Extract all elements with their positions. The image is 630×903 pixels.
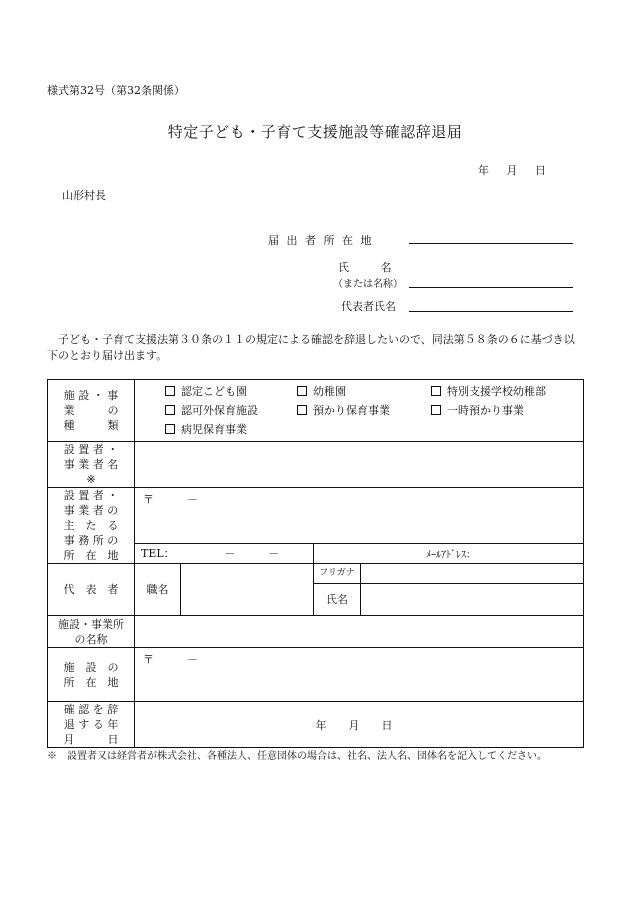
- applicant-address-label: 届 出 者 所 在 地: [268, 234, 372, 247]
- operator-name-label: 設 置 者 ・ 事 業 者 名 ※: [48, 442, 135, 488]
- furigana-label: フリガナ: [314, 564, 361, 584]
- rep-name-label: 氏名: [314, 584, 361, 616]
- facility-name-field[interactable]: [135, 616, 584, 648]
- facility-type-option-label: 認可外保育施設: [181, 404, 258, 417]
- email-field[interactable]: ﾒｰﾙｱﾄﾞﾚｽ：: [314, 543, 584, 563]
- facility-type-option[interactable]: [431, 401, 524, 420]
- submission-date: 年 月 日: [478, 164, 546, 177]
- facility-address-label: 施 設 の 所 在 地: [48, 648, 135, 702]
- checkbox-icon[interactable]: [431, 386, 441, 396]
- checkbox-icon[interactable]: [165, 386, 175, 396]
- operator-name-field[interactable]: [135, 442, 584, 488]
- addressee: 山形村長: [62, 189, 106, 202]
- facility-type-option-label: 預かり保育事業: [313, 404, 390, 417]
- office-address-field[interactable]: [135, 488, 584, 544]
- tel-field[interactable]: TEL： － －: [135, 543, 314, 563]
- furigana-field[interactable]: [361, 564, 584, 584]
- facility-name-label: 施設・事業所 の名称: [48, 616, 135, 648]
- facility-type-option[interactable]: [165, 401, 297, 420]
- facility-type-row: [165, 382, 575, 401]
- postal-mark: 〒 －: [143, 493, 198, 506]
- applicant-name-sub-label: （または名称）: [333, 279, 403, 290]
- withdraw-date-field[interactable]: 年 月 日: [135, 702, 584, 748]
- facility-type-option-label: 特別支援学校幼稚部: [447, 385, 546, 398]
- facility-postal-mark: 〒 －: [143, 653, 198, 666]
- checkbox-icon[interactable]: [431, 405, 441, 415]
- applicant-address-line[interactable]: [409, 243, 573, 244]
- applicant-rep-line[interactable]: [409, 311, 573, 312]
- statement-text: 子ども・子育て支援法第３０条の１１の規定による確認を辞退したいので、同法第５８条の６に基づき以下のとおり届け出ます。: [47, 333, 575, 362]
- applicant-name-line[interactable]: [409, 287, 573, 288]
- facility-type-option-label: 病児保育事業: [181, 423, 247, 436]
- rep-name-field[interactable]: [361, 584, 584, 616]
- facility-address-field[interactable]: [135, 648, 584, 702]
- facility-type-option[interactable]: [165, 420, 297, 439]
- checkbox-icon[interactable]: [165, 424, 175, 434]
- facility-type-option[interactable]: [431, 382, 546, 401]
- checkbox-icon[interactable]: [165, 405, 175, 415]
- facility-type-option[interactable]: [165, 382, 297, 401]
- document-title: 特定子ども・子育て支援施設等確認辞退届: [167, 123, 463, 141]
- applicant-rep-label: 代表者氏名: [341, 300, 396, 313]
- facility-type-options: [135, 380, 584, 442]
- facility-type-row: [165, 420, 575, 439]
- checkbox-icon[interactable]: [297, 405, 307, 415]
- facility-type-option[interactable]: [297, 401, 431, 420]
- form-number: 様式第32号（第32条関係）: [47, 84, 185, 97]
- office-address-label: 設 置 者 ・ 事 業 者 の 主 た る 事 務 所 の 所 在 地: [48, 488, 135, 564]
- footnote: ※ 設置者又は経営者が株式会社、各種法人、任意団体の場合は、社名、法人名、団体名を記入してください。: [47, 751, 547, 762]
- facility-type-label: 施 設 ・ 事 業 の 種 類: [48, 380, 135, 442]
- facility-type-option-label: 一時預かり事業: [447, 404, 524, 417]
- facility-type-option[interactable]: [297, 382, 431, 401]
- withdraw-date-label: 確 認 を 辞 退 す る 年 月 日: [48, 702, 135, 748]
- representative-label: 代 表 者: [48, 564, 135, 616]
- facility-type-row: [165, 401, 575, 420]
- application-form-table: [47, 379, 584, 748]
- facility-type-option-label: 幼稚園: [313, 385, 346, 398]
- position-label: 職名: [135, 564, 181, 616]
- position-field[interactable]: [181, 564, 314, 616]
- facility-type-option-label: 認定こども園: [181, 385, 247, 398]
- checkbox-icon[interactable]: [297, 386, 307, 396]
- applicant-name-label: 氏 名: [338, 261, 392, 274]
